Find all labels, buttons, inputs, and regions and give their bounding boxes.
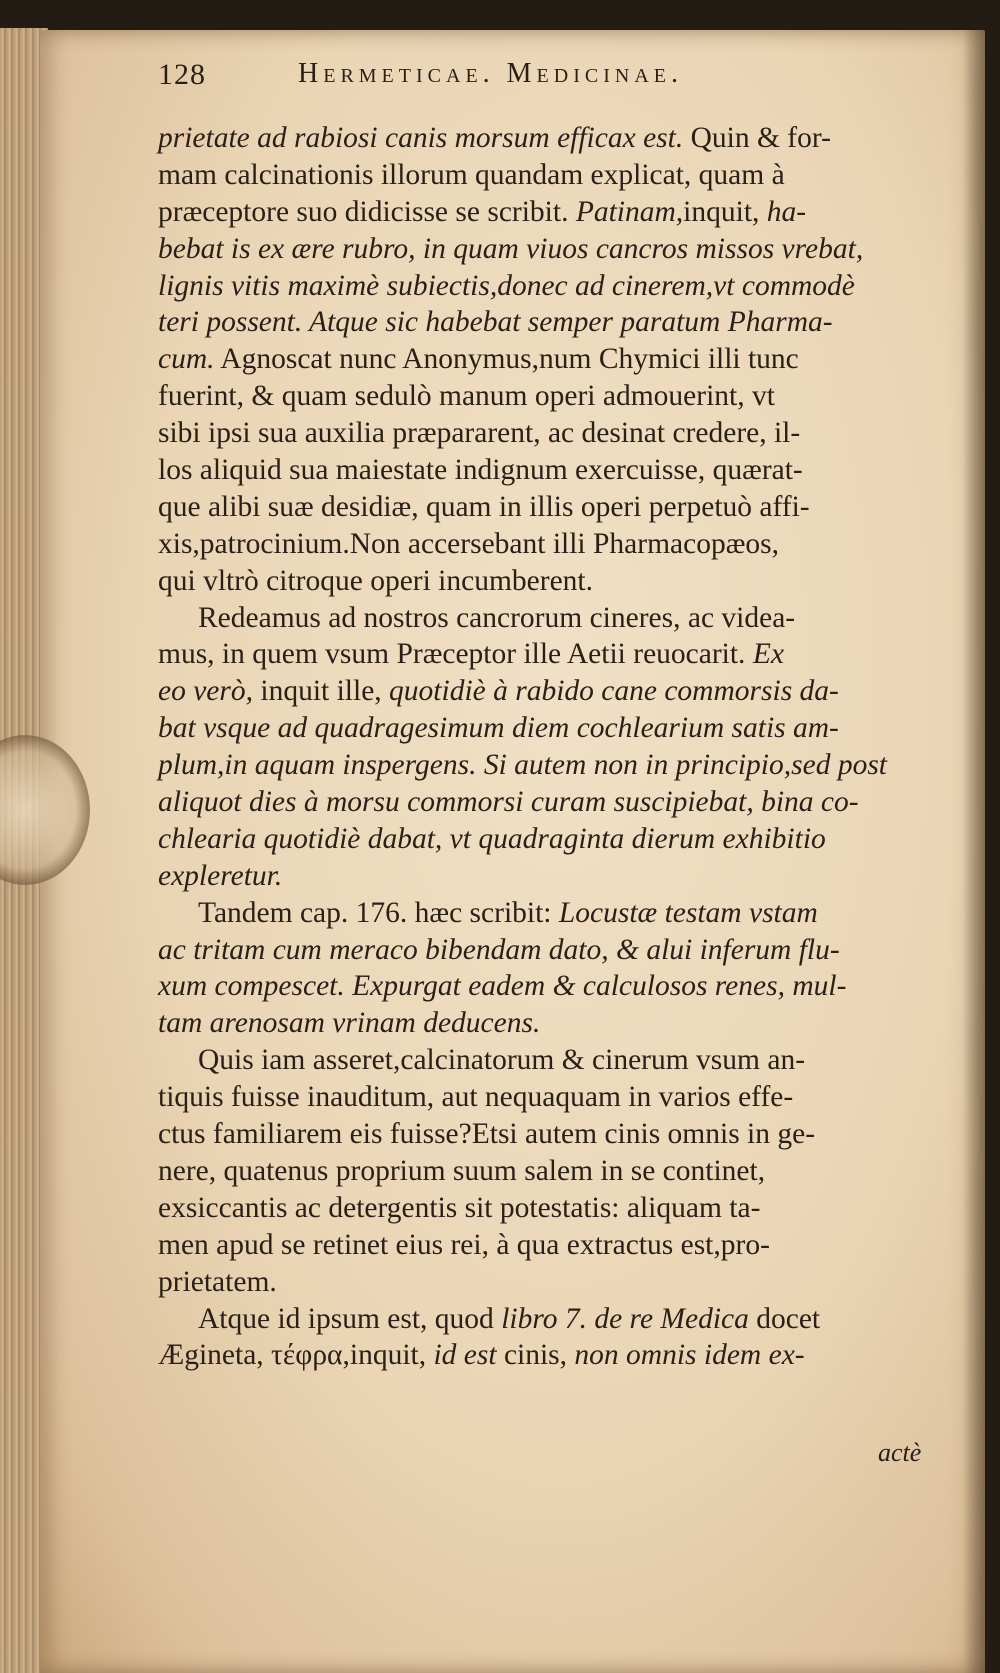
italic-text: bebat is ex ære rubro, in quam viuos cancros missos vrebat, xyxy=(158,232,864,265)
text-line xyxy=(158,452,918,489)
roman-text: inquit ille, xyxy=(253,675,390,708)
italic-text: ac tritam cum meraco bibendam dato, & alui inferum flu- xyxy=(158,933,840,966)
text-line xyxy=(158,489,918,526)
text-line xyxy=(158,747,918,784)
italic-text: aliquot dies à morsu commorsi curam suscipiebat, bina co- xyxy=(158,786,859,819)
text-line xyxy=(158,636,918,673)
italic-text: Locustæ testam vstam xyxy=(558,896,818,929)
italic-text: xum compescet. Expurgat eadem & calculosos renes, mul- xyxy=(158,970,847,1003)
italic-text: tam arenosam vrinam deducens. xyxy=(158,1007,541,1040)
roman-text: prietatem. xyxy=(158,1265,277,1298)
text-line xyxy=(158,563,918,600)
text-line xyxy=(158,600,918,637)
text-line xyxy=(158,231,918,268)
roman-text: qui vltrò citroque operi incumberent. xyxy=(158,564,593,597)
italic-text: Patinam, xyxy=(575,195,684,228)
text-line xyxy=(158,1005,918,1042)
roman-text: que alibi suæ desidiæ, quam in illis operi perpetuò affi- xyxy=(158,490,810,523)
text-line xyxy=(158,1153,918,1190)
text-line xyxy=(158,157,918,194)
text-line xyxy=(158,673,918,710)
italic-text: prietate ad rabiosi canis morsum efficax est. xyxy=(158,122,684,154)
text-line xyxy=(158,858,918,895)
text-line xyxy=(158,341,918,378)
italic-text: ha- xyxy=(766,195,807,228)
roman-text: nere, quatenus proprium suum salem in se continet, xyxy=(158,1154,766,1187)
running-header xyxy=(158,48,808,98)
roman-text: fuerint, & quam sedulò manum operi admouerint, vt xyxy=(158,380,775,413)
text-line xyxy=(158,415,918,452)
roman-text: men apud se retinet eius rei, à qua extractus est,pro- xyxy=(158,1228,770,1261)
text-line xyxy=(158,1190,918,1227)
roman-text: Quis iam asseret,calcinatorum & cinerum vsum an- xyxy=(198,1044,806,1077)
italic-text: quotidiè à rabido cane commorsis da- xyxy=(389,675,839,708)
roman-text: Agnoscat nunc Anonymus,num Chymici illi tunc xyxy=(214,343,799,376)
roman-text: Tandem cap. 176. hæc scribit: xyxy=(198,896,559,929)
catchword: actè xyxy=(878,1438,922,1467)
text-line xyxy=(158,304,918,341)
text-line xyxy=(158,932,918,969)
text-line xyxy=(158,1227,918,1264)
italic-text: chlearia quotidiè dabat, vt quadraginta dierum exhibitio xyxy=(158,822,826,855)
text-line xyxy=(158,1042,918,1079)
text-line xyxy=(158,1116,918,1153)
roman-text: Quin & for- xyxy=(683,122,831,154)
body-text xyxy=(158,120,918,1374)
italic-text: expleretur. xyxy=(158,859,283,892)
italic-text: bat vsque ad quadragesimum diem cochlearium satis am- xyxy=(158,712,839,745)
text-line xyxy=(158,120,918,157)
italic-text: plum,in aquam inspergens. Si autem non in principio,sed post xyxy=(158,749,888,782)
roman-text: los aliquid sua maiestate indignum exercuisse, quærat- xyxy=(158,454,803,487)
text-line xyxy=(158,895,918,932)
italic-text: Ex xyxy=(752,638,784,671)
italic-text: teri possent. Atque sic habebat semper paratum Pharma- xyxy=(158,306,833,339)
text-line xyxy=(158,1337,918,1374)
text-line xyxy=(158,710,918,747)
roman-text: xis,patrocinium.Non accersebant illi Pharmacopæos, xyxy=(158,527,779,560)
roman-text: mus, in quem vsum Præceptor ille Aetii reuocarit. xyxy=(158,638,753,671)
roman-text: inquit, xyxy=(683,195,767,228)
running-title: Hermeticae. Medicinae. xyxy=(298,58,683,89)
text-line xyxy=(158,268,918,305)
text-line xyxy=(158,968,918,1005)
italic-text: libro 7. de re Medica xyxy=(501,1302,749,1335)
text-line xyxy=(158,378,918,415)
roman-text: Redeamus ad nostros cancrorum cineres, ac videa- xyxy=(198,601,796,634)
gutter-shadow xyxy=(963,30,985,1673)
text-line xyxy=(158,1079,918,1116)
roman-text: mam calcinationis illorum quandam explicat, quam à xyxy=(158,158,785,191)
italic-text: eo verò, xyxy=(158,675,254,708)
roman-text: exsiccantis ac detergentis sit potestatis: aliquam ta- xyxy=(158,1191,761,1224)
roman-text: Ægineta, τέφρα,inquit, xyxy=(158,1339,434,1372)
italic-text: id est xyxy=(433,1339,497,1372)
italic-text: non omnis idem ex- xyxy=(574,1339,805,1372)
roman-text: tiquis fuisse inauditum, aut nequaquam in varios effe- xyxy=(158,1081,794,1114)
roman-text: præceptore suo didicisse se scribit. xyxy=(158,195,576,228)
page-number: 128 xyxy=(158,58,206,91)
text-line xyxy=(158,784,918,821)
italic-text: cum. xyxy=(158,343,215,376)
italic-text: lignis vitis maximè subiectis,donec ad cinerem,vt commodè xyxy=(158,269,855,302)
roman-text: sibi ipsi sua auxilia præpararent, ac desinat credere, il- xyxy=(158,417,801,450)
roman-text: Atque id ipsum est, quod xyxy=(198,1302,502,1335)
roman-text: docet xyxy=(748,1302,821,1335)
text-line xyxy=(158,821,918,858)
roman-text: cinis, xyxy=(496,1339,575,1372)
text-line xyxy=(158,194,918,231)
text-line xyxy=(158,1301,918,1338)
text-line xyxy=(158,526,918,563)
text-line xyxy=(158,1264,918,1301)
roman-text: ctus familiarem eis fuisse?Etsi autem cinis omnis in ge- xyxy=(158,1118,816,1151)
